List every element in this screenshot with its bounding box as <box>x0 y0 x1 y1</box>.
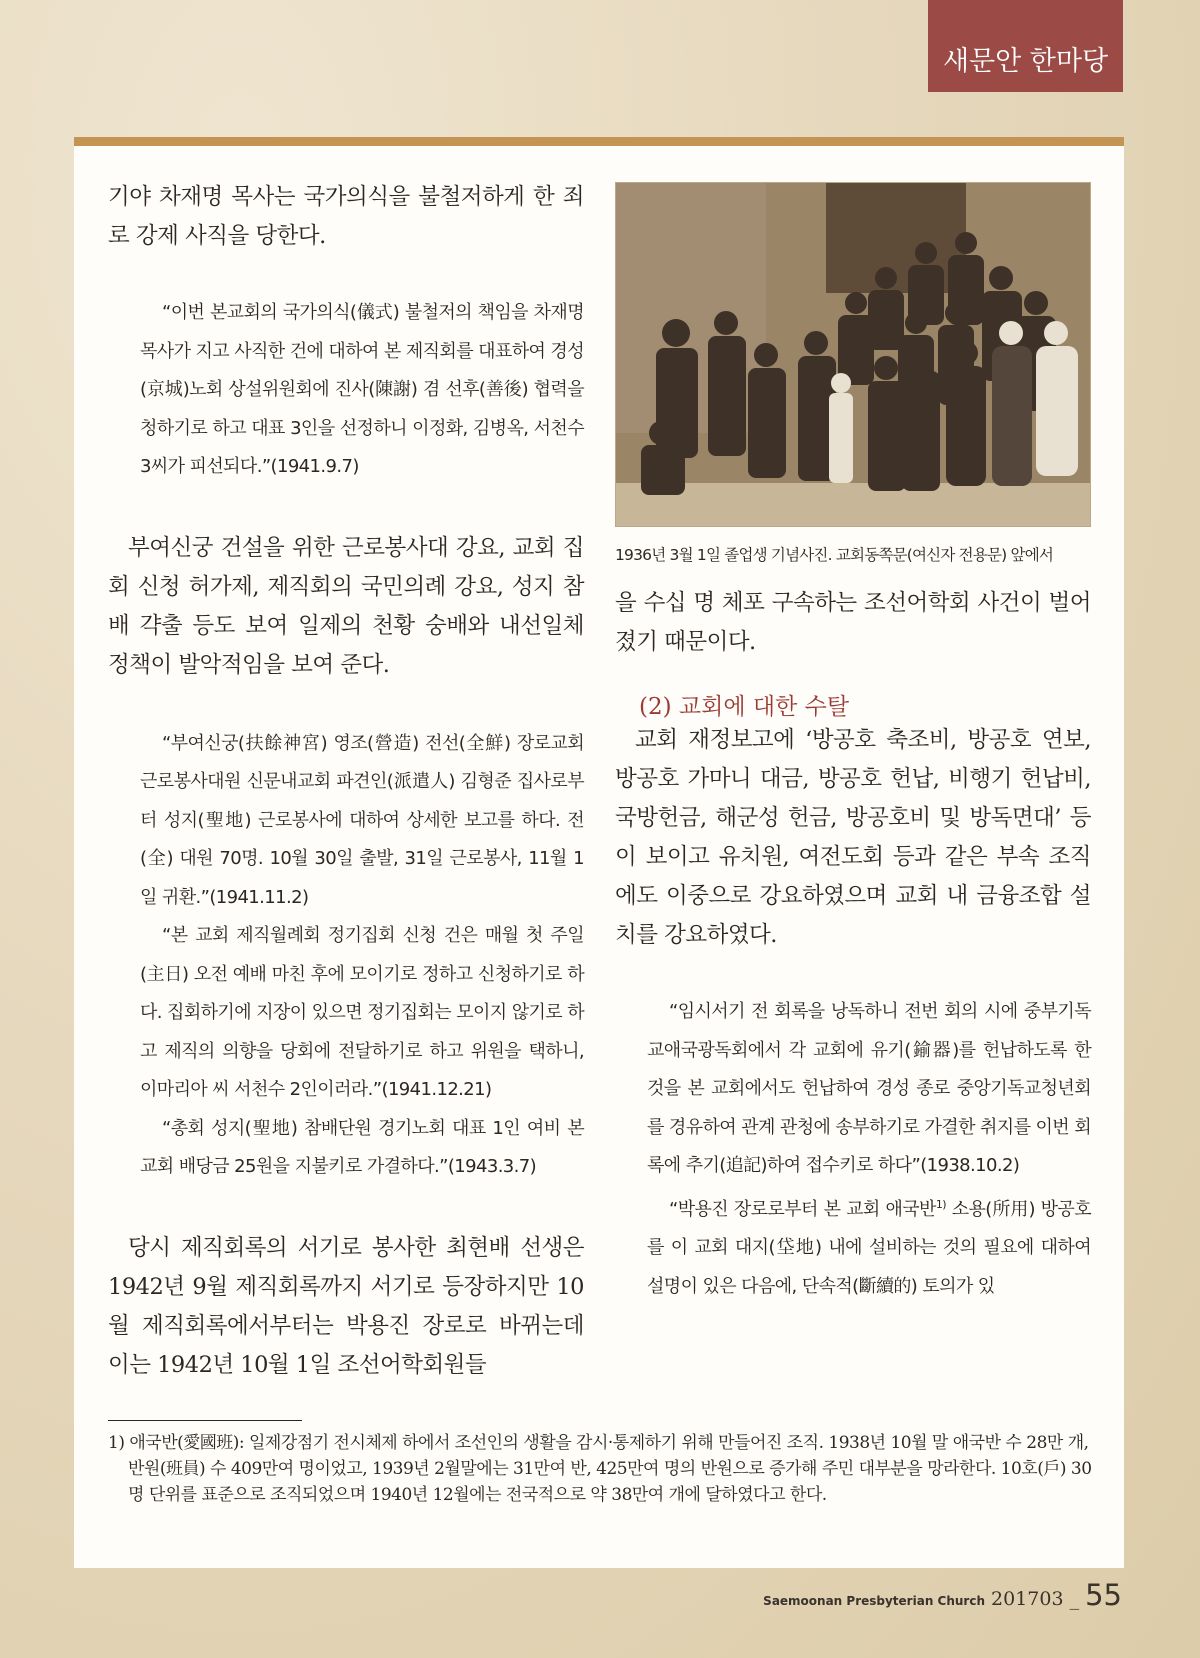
photo-caption: 1936년 3월 1일 졸업생 기념사진. 교회동쪽문(여신자 전용문) 앞에서 <box>615 546 1054 564</box>
section-tab: 새문안 한마당 <box>928 0 1123 92</box>
footnote-rule <box>108 1420 302 1421</box>
quote-1941-11-2: “부여신궁(扶餘神宮) 영조(營造) 전선(全鮮) 장로교회 근로봉사대원 신문내교회 파견인(派遣人) 김형준 집사로부터 성지(聖地) 근로봉사에 대하여 상세한 보고를 하다. 전(全) 대원 70명. 10월 30일 출발, 31일 근로봉사, 11월 1일 귀환.”(1941.11.2) <box>140 732 584 908</box>
quote-1941-12-21: “본 교회 제직월례회 정기집회 신청 건은 매월 첫 주일(主日) 오전 예배 마친 후에 모이기로 정하고 신청하기로 하다. 집회하기에 지장이 있으면 정기집회는 모이지 않기로 하고 제직의 의향을 당회에 전달하기로 하고 위원을 택하니, 이마리아 씨 서천수 2인이러라.”(1941.12.21) <box>140 925 584 1100</box>
quote-text-end: 소용(所用) 방공호를 이 교회 대지(垈地) 내에 설비하는 것의 필요에 대하여 설명이 있은 다음에, 단속적(斷續的) 토의가 있 <box>647 1198 1092 1297</box>
quote-block <box>615 993 1091 1306</box>
page-folio <box>763 1578 1122 1612</box>
quote-1943-3-7: “총회 성지(聖地) 참배단원 경기노회 대표 1인 여비 본 교회 배당금 25원을 지불키로 가결하다.”(1943.3.7) <box>140 1117 584 1177</box>
issue-number: 201703 _ <box>991 1588 1080 1610</box>
quote-text-start: “박용진 장로로부터 본 교회 애국반 <box>669 1198 936 1220</box>
quote-bak-yongjin <box>647 1186 1091 1307</box>
group-photo-illustration <box>616 183 1091 527</box>
body-paragraph: 부여신궁 건설을 위한 근로봉사대 강요, 교회 집회 신청 허가제, 제직회의 국민의례 강요, 성지 참배 갹출 등도 보여 일제의 천황 숭배와 내선일체 정책이 발악적임을 보여 준다. <box>108 534 584 678</box>
quote-block <box>108 725 584 1187</box>
footnote-marker: 1) <box>935 1197 946 1211</box>
body-paragraph: 당시 제직회록의 서기로 봉사한 최현배 선생은 1942년 9월 제직회록까지 서기로 등장하지만 10월 제직회록에서부터는 박용진 장로로 바뀌는데 이는 1942년 10월 1일 조선어학회원들 <box>108 1234 584 1378</box>
continued-paragraph: 을 수십 명 체포 구속하는 조선어학회 사건이 벌어졌기 때문이다. <box>615 590 1091 655</box>
church-name: Saemoonan Presbyterian Church <box>763 1594 986 1608</box>
header-rule <box>74 137 1124 146</box>
footnote: 1) 애국반(愛國班): 일제강점기 전시체제 하에서 조선인의 생활을 감시·통제하기 위해 만들어진 조직. 1938년 10월 말 애국반 수 28만 개, 반원(班員) 수 409만여 명이었고, 1939년 2월말에는 31만여 반, 425만여 명의 반원으로 증가해 주민 대부분을 망라한다. 10호(戶) 30명 단위를 표준으로 조직되었으며 1940년 12월에는 전국적으로 약 38만여 개에 달하였다고 한다. <box>108 1433 1092 1505</box>
quote-block <box>108 294 584 487</box>
body-paragraph: 교회 재정보고에 ‘방공호 축조비, 방공호 연보, 방공호 가마니 대금, 방공호 헌납, 비행기 헌납비, 국방헌금, 해군성 헌금, 방공호비 및 방독면대’ 등이 보이고 유치원, 여전도회 등과 같은 부속 조직에도 이중으로 강요하였으며 교회 내 금융조합 설치를 강요하였다. <box>615 727 1091 948</box>
quote-1941-9-7: “이번 본교회의 국가의식(儀式) 불철저의 책임을 차재명 목사가 지고 사직한 건에 대하여 본 제직회를 대표하여 경성(京城)노회 상설위원회에 진사(陳謝) 겸 선후(善後) 협력을 청하기로 하고 대표 3인을 선정하니 이정화, 김병옥, 서천수 3씨가 피선되다.”(1941.9.7) <box>140 302 584 477</box>
left-column <box>108 178 584 1385</box>
intro-paragraph: 기야 차재명 목사는 국가의식을 불철저하게 한 죄로 강제 사직을 당한다. <box>108 184 584 249</box>
quote-1938-10-2: “임시서기 전 회록을 낭독하니 전번 회의 시에 중부기독교애국광독회에서 각 교회에 유기(鍮器)를 헌납하도록 한 것을 본 교회에서도 헌납하여 경성 종로 중앙기독교청년회를 경유하여 관계 관청에 송부하기로 가결한 취지를 이번 회록에 추기(追記)하여 접수키로 하다”(1938.10.2) <box>647 1001 1091 1176</box>
right-column <box>615 182 1091 1306</box>
graduation-photo <box>615 182 1091 527</box>
page-number: 55 <box>1085 1578 1122 1612</box>
section-heading: (2) 교회에 대한 수탈 <box>639 694 850 720</box>
